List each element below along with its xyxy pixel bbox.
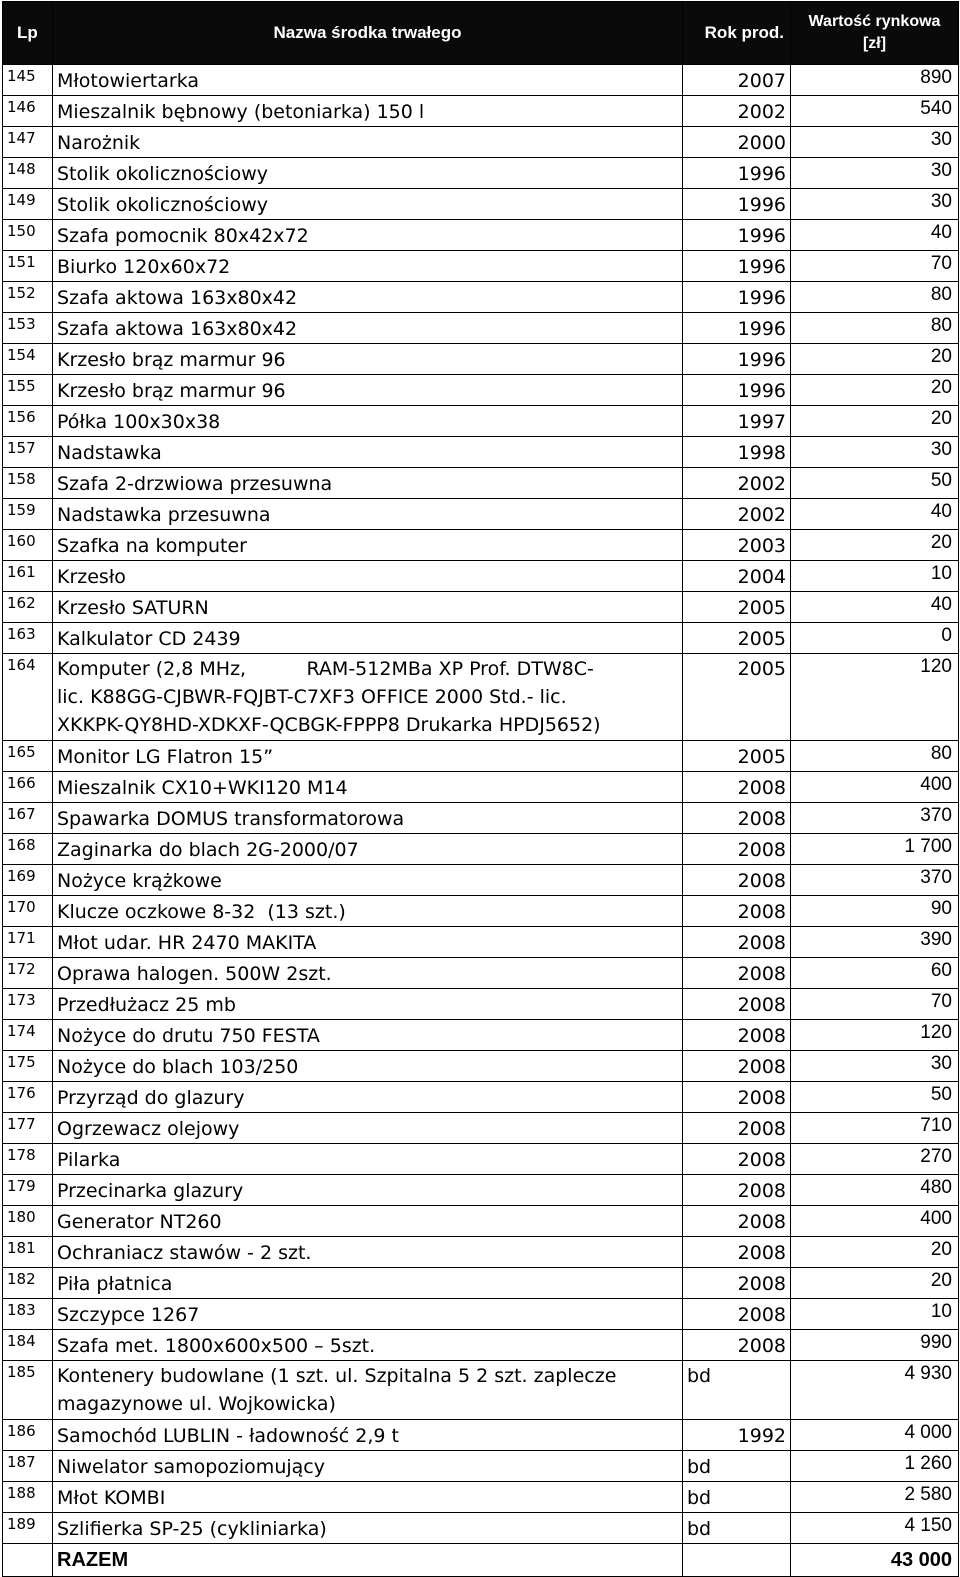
row-name: Mieszalnik bębnowy (betoniarka) 150 l: [53, 96, 683, 127]
row-lp: 149: [3, 189, 53, 220]
row-value: 4 000: [791, 1420, 959, 1451]
header-year: Rok prod.: [683, 2, 791, 65]
row-year: 2000: [683, 127, 791, 158]
table-row: [3, 927, 959, 958]
table-row: [3, 834, 959, 865]
row-year: 1996: [683, 313, 791, 344]
table-row: [3, 1420, 959, 1451]
row-name-line: Komputer (2,8 MHz, RAM-512MBa XP Prof. DTW8C-: [57, 658, 594, 680]
table-row: [3, 896, 959, 927]
row-lp: 180: [3, 1206, 53, 1237]
row-value: 10: [791, 561, 959, 592]
row-year: 1998: [683, 437, 791, 468]
table-row: [3, 1206, 959, 1237]
row-value: 540: [791, 96, 959, 127]
row-year: 1997: [683, 406, 791, 437]
table-row: [3, 1361, 959, 1420]
row-name: Ochraniacz stawów - 2 szt.: [53, 1237, 683, 1268]
row-value: 10: [791, 1299, 959, 1330]
row-value: 80: [791, 282, 959, 313]
row-value: 400: [791, 1206, 959, 1237]
row-lp: 189: [3, 1513, 53, 1544]
row-year: 2004: [683, 561, 791, 592]
header-value-line2: [zł]: [862, 35, 887, 52]
row-name: Przyrząd do glazury: [53, 1082, 683, 1113]
row-lp: 187: [3, 1451, 53, 1482]
row-name: Krzesło: [53, 561, 683, 592]
row-lp: 145: [3, 65, 53, 96]
row-name: Półka 100x30x38: [53, 406, 683, 437]
row-name: [53, 654, 683, 741]
row-name: Pilarka: [53, 1144, 683, 1175]
row-name: Mieszalnik CX10+WKI120 M14: [53, 772, 683, 803]
row-value: 120: [791, 654, 959, 741]
table-row: [3, 623, 959, 654]
row-value: 4 150: [791, 1513, 959, 1544]
row-lp: 151: [3, 251, 53, 282]
row-lp: 184: [3, 1330, 53, 1361]
row-lp: 157: [3, 437, 53, 468]
row-lp: 168: [3, 834, 53, 865]
row-name: Młot udar. HR 2470 MAKITA: [53, 927, 683, 958]
total-label: RAZEM: [53, 1544, 683, 1577]
row-lp: 172: [3, 958, 53, 989]
table-row: [3, 1113, 959, 1144]
row-lp: 156: [3, 406, 53, 437]
row-year: 2008: [683, 1175, 791, 1206]
table-row: [3, 1237, 959, 1268]
row-name: Klucze oczkowe 8-32 (13 szt.): [53, 896, 683, 927]
table-row: [3, 741, 959, 772]
table-row: [3, 989, 959, 1020]
row-lp: 176: [3, 1082, 53, 1113]
row-year: 2008: [683, 1020, 791, 1051]
row-year: 2008: [683, 772, 791, 803]
row-name: Szczypce 1267: [53, 1299, 683, 1330]
row-year: 2002: [683, 499, 791, 530]
row-value: 30: [791, 127, 959, 158]
row-lp: 169: [3, 865, 53, 896]
row-lp: 186: [3, 1420, 53, 1451]
row-name: Młot KOMBI: [53, 1482, 683, 1513]
row-year: 2008: [683, 896, 791, 927]
row-value: 1 260: [791, 1451, 959, 1482]
row-value: 480: [791, 1175, 959, 1206]
row-year: bd: [683, 1513, 791, 1544]
row-name: Przecinarka glazury: [53, 1175, 683, 1206]
row-name: Szafka na komputer: [53, 530, 683, 561]
table-row: [3, 158, 959, 189]
row-lp: 183: [3, 1299, 53, 1330]
row-year: 2003: [683, 530, 791, 561]
header-value-line1: Wartość rynkowa: [808, 13, 941, 30]
row-name: Stolik okolicznościowy: [53, 189, 683, 220]
row-name: Generator NT260: [53, 1206, 683, 1237]
header-value: [791, 2, 959, 65]
row-lp: 158: [3, 468, 53, 499]
asset-table: [2, 1, 959, 1577]
table-row: [3, 772, 959, 803]
row-year: 2005: [683, 592, 791, 623]
row-name: Ogrzewacz olejowy: [53, 1113, 683, 1144]
row-value: 400: [791, 772, 959, 803]
table-body: [3, 65, 959, 1577]
row-year: 2008: [683, 834, 791, 865]
row-value: 30: [791, 437, 959, 468]
row-value: 30: [791, 189, 959, 220]
row-name: Szafa pomocnik 80x42x72: [53, 220, 683, 251]
table-row: [3, 220, 959, 251]
table-row: [3, 1175, 959, 1206]
row-year: 1992: [683, 1420, 791, 1451]
row-name: Stolik okolicznościowy: [53, 158, 683, 189]
row-year: 1996: [683, 375, 791, 406]
row-value: 270: [791, 1144, 959, 1175]
row-name: Zaginarka do blach 2G-2000/07: [53, 834, 683, 865]
table-row: [3, 1299, 959, 1330]
row-lp: 174: [3, 1020, 53, 1051]
row-lp: 147: [3, 127, 53, 158]
row-year: 2008: [683, 1268, 791, 1299]
row-lp: 160: [3, 530, 53, 561]
row-year: bd: [683, 1361, 791, 1420]
row-name: Szafa met. 1800x600x500 – 5szt.: [53, 1330, 683, 1361]
row-value: 370: [791, 803, 959, 834]
row-lp: 173: [3, 989, 53, 1020]
row-lp: 165: [3, 741, 53, 772]
row-lp: 152: [3, 282, 53, 313]
row-value: 990: [791, 1330, 959, 1361]
row-year: 2002: [683, 468, 791, 499]
row-value: 20: [791, 406, 959, 437]
table-row: [3, 189, 959, 220]
table-row: [3, 654, 959, 741]
table-row: [3, 1144, 959, 1175]
total-lp-empty: [3, 1544, 53, 1577]
row-lp: 185: [3, 1361, 53, 1420]
row-value: 30: [791, 158, 959, 189]
row-value: 70: [791, 989, 959, 1020]
row-lp: 177: [3, 1113, 53, 1144]
row-value: 390: [791, 927, 959, 958]
row-year: 1996: [683, 251, 791, 282]
row-lp: 161: [3, 561, 53, 592]
table-row: [3, 1051, 959, 1082]
row-value: 20: [791, 344, 959, 375]
row-value: 710: [791, 1113, 959, 1144]
row-lp: 171: [3, 927, 53, 958]
row-lp: 181: [3, 1237, 53, 1268]
row-value: 20: [791, 530, 959, 561]
row-lp: 182: [3, 1268, 53, 1299]
row-name: Piła płatnica: [53, 1268, 683, 1299]
row-year: 2008: [683, 1330, 791, 1361]
row-year: bd: [683, 1451, 791, 1482]
row-lp: 170: [3, 896, 53, 927]
table-row: [3, 65, 959, 96]
row-lp: 163: [3, 623, 53, 654]
row-name: Szafa aktowa 163x80x42: [53, 282, 683, 313]
row-year: 2008: [683, 958, 791, 989]
row-name: Nożyce krążkowe: [53, 865, 683, 896]
table-header: [3, 2, 959, 65]
table-row: [3, 499, 959, 530]
table-row: [3, 282, 959, 313]
row-year: 2008: [683, 1299, 791, 1330]
row-name: Szlifierka SP-25 (cykliniarka): [53, 1513, 683, 1544]
table-row: [3, 96, 959, 127]
table-row: [3, 1513, 959, 1544]
row-value: 40: [791, 592, 959, 623]
row-value: 890: [791, 65, 959, 96]
row-lp: 167: [3, 803, 53, 834]
row-name-line: Kontenery budowlane (1 szt. ul. Szpitalna 5 2 szt. zaplecze: [57, 1365, 617, 1387]
row-lp: 166: [3, 772, 53, 803]
row-year: 2008: [683, 865, 791, 896]
row-year: 2005: [683, 623, 791, 654]
row-lp: 164: [3, 654, 53, 741]
table-row: [3, 406, 959, 437]
table-row: [3, 1482, 959, 1513]
row-year: 2008: [683, 1237, 791, 1268]
table-row: [3, 958, 959, 989]
table-row: [3, 375, 959, 406]
table-row: [3, 865, 959, 896]
row-name: Przedłużacz 25 mb: [53, 989, 683, 1020]
row-name: [53, 1361, 683, 1420]
row-name: Kalkulator CD 2439: [53, 623, 683, 654]
row-year: 2005: [683, 654, 791, 741]
row-name-line: lic. K88GG-CJBWR-FQJBT-C7XF3 OFFICE 2000 Std.- lic.: [57, 686, 567, 708]
row-year: bd: [683, 1482, 791, 1513]
row-value: 2 580: [791, 1482, 959, 1513]
row-value: 40: [791, 499, 959, 530]
row-value: 20: [791, 1237, 959, 1268]
row-lp: 154: [3, 344, 53, 375]
row-lp: 159: [3, 499, 53, 530]
row-year: 1996: [683, 189, 791, 220]
row-year: 2008: [683, 1082, 791, 1113]
row-value: 50: [791, 468, 959, 499]
header-name: Nazwa środka trwałego: [53, 2, 683, 65]
table-row: [3, 592, 959, 623]
row-name: Narożnik: [53, 127, 683, 158]
row-lp: 162: [3, 592, 53, 623]
row-lp: 179: [3, 1175, 53, 1206]
row-name-line: XKKPK-QY8HD-XDKXF-QCBGK-FPPP8 Drukarka HPDJ5652): [57, 714, 601, 736]
table-row: [3, 1020, 959, 1051]
row-year: 2008: [683, 1144, 791, 1175]
row-value: 20: [791, 375, 959, 406]
row-name: Nożyce do drutu 750 FESTA: [53, 1020, 683, 1051]
table-row: [3, 1268, 959, 1299]
row-name: Samochód LUBLIN - ładowność 2,9 t: [53, 1420, 683, 1451]
row-value: 90: [791, 896, 959, 927]
row-lp: 188: [3, 1482, 53, 1513]
row-name: Szafa 2-drzwiowa przesuwna: [53, 468, 683, 499]
row-year: 2008: [683, 989, 791, 1020]
table-row: [3, 437, 959, 468]
row-value: 1 700: [791, 834, 959, 865]
table-row: [3, 803, 959, 834]
row-year: 1996: [683, 344, 791, 375]
row-name: Nadstawka przesuwna: [53, 499, 683, 530]
row-lp: 148: [3, 158, 53, 189]
row-name: Monitor LG Flatron 15”: [53, 741, 683, 772]
row-year: 1996: [683, 220, 791, 251]
row-value: 60: [791, 958, 959, 989]
row-value: 120: [791, 1020, 959, 1051]
table-row: [3, 1082, 959, 1113]
row-lp: 175: [3, 1051, 53, 1082]
row-value: 30: [791, 1051, 959, 1082]
row-name: Krzesło SATURN: [53, 592, 683, 623]
row-name: Niwelator samopoziomujący: [53, 1451, 683, 1482]
total-row: [3, 1544, 959, 1577]
row-year: 2008: [683, 803, 791, 834]
row-name: Oprawa halogen. 500W 2szt.: [53, 958, 683, 989]
row-name: Biurko 120x60x72: [53, 251, 683, 282]
row-year: 1996: [683, 158, 791, 189]
row-value: 40: [791, 220, 959, 251]
table-row: [3, 530, 959, 561]
row-value: 20: [791, 1268, 959, 1299]
row-name: Krzesło brąz marmur 96: [53, 375, 683, 406]
row-name: Krzesło brąz marmur 96: [53, 344, 683, 375]
row-value: 70: [791, 251, 959, 282]
row-name: Szafa aktowa 163x80x42: [53, 313, 683, 344]
total-value: 43 000: [791, 1544, 959, 1577]
row-lp: 178: [3, 1144, 53, 1175]
row-value: 0: [791, 623, 959, 654]
table-row: [3, 127, 959, 158]
row-value: 50: [791, 1082, 959, 1113]
row-year: 2008: [683, 1051, 791, 1082]
row-year: 2008: [683, 1206, 791, 1237]
row-lp: 150: [3, 220, 53, 251]
row-name-line: magazynowe ul. Wojkowicka): [57, 1393, 336, 1415]
header-lp: Lp: [3, 2, 53, 65]
row-name: Spawarka DOMUS transformatorowa: [53, 803, 683, 834]
row-name: Nadstawka: [53, 437, 683, 468]
row-value: 370: [791, 865, 959, 896]
row-lp: 146: [3, 96, 53, 127]
total-year-empty: [683, 1544, 791, 1577]
row-year: 2007: [683, 65, 791, 96]
table-row: [3, 344, 959, 375]
row-year: 2008: [683, 1113, 791, 1144]
table-row: [3, 313, 959, 344]
table-row: [3, 561, 959, 592]
row-year: 2008: [683, 927, 791, 958]
row-lp: 153: [3, 313, 53, 344]
row-name: Nożyce do blach 103/250: [53, 1051, 683, 1082]
row-value: 80: [791, 741, 959, 772]
table-row: [3, 1451, 959, 1482]
row-year: 2005: [683, 741, 791, 772]
row-name: Młotowiertarka: [53, 65, 683, 96]
row-year: 2002: [683, 96, 791, 127]
table-row: [3, 251, 959, 282]
row-year: 1996: [683, 282, 791, 313]
row-value: 80: [791, 313, 959, 344]
row-lp: 155: [3, 375, 53, 406]
table-row: [3, 468, 959, 499]
row-value: 4 930: [791, 1361, 959, 1420]
table-row: [3, 1330, 959, 1361]
